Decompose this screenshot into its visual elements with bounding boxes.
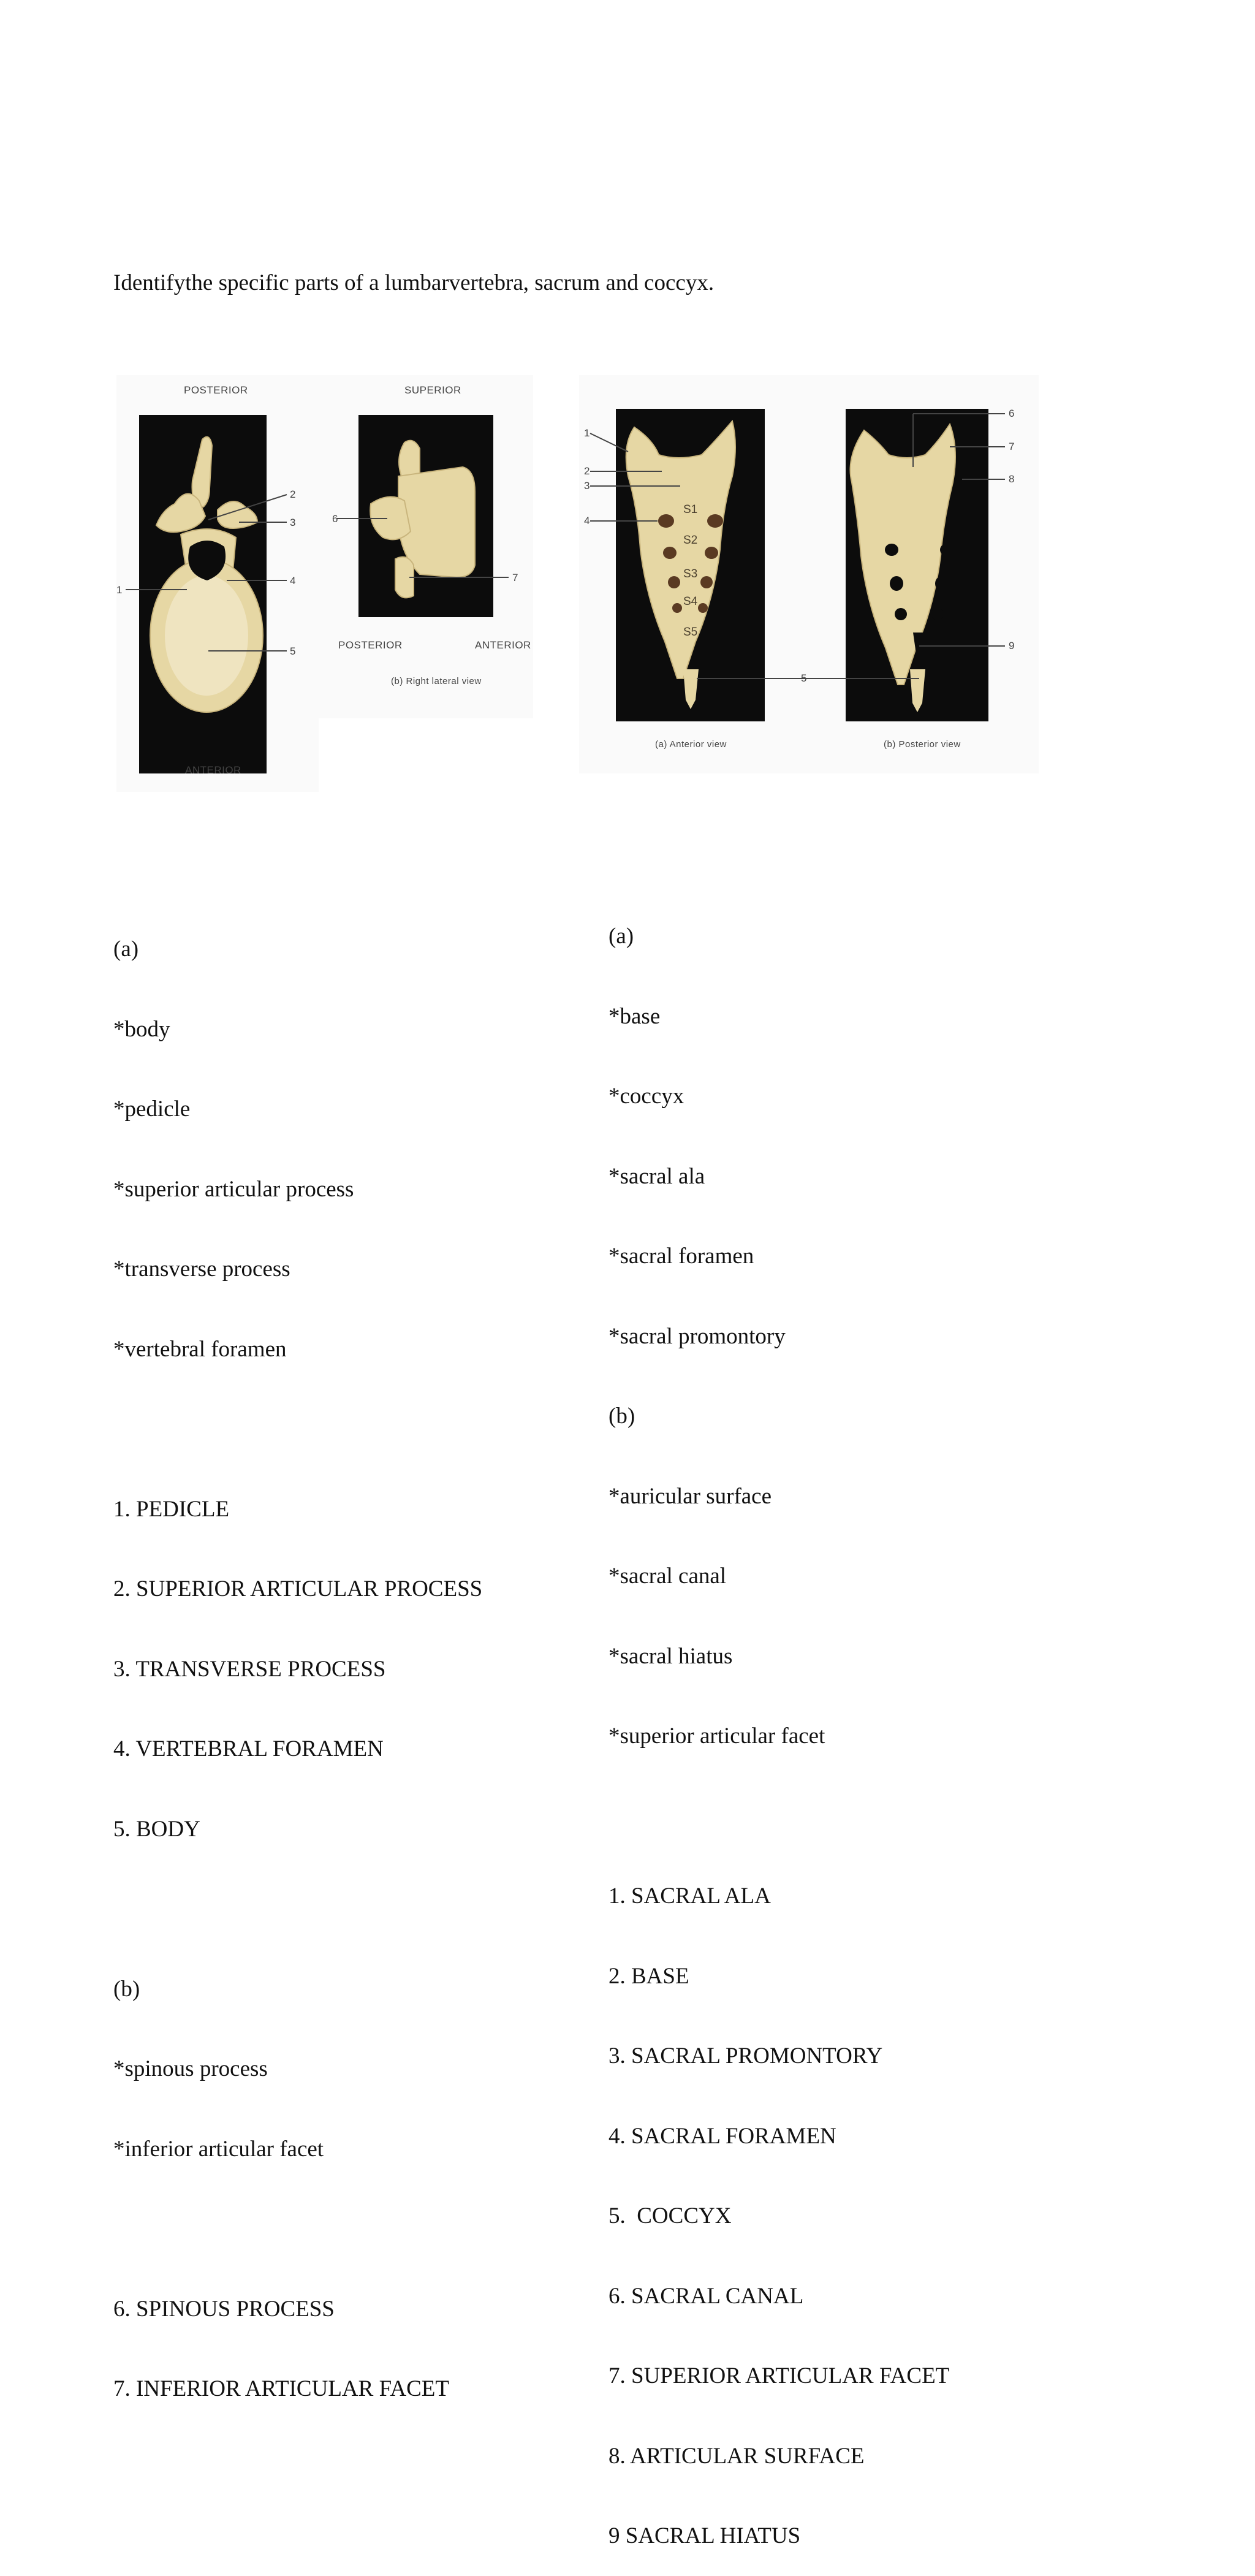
section-b-header: (b) [113,1976,140,2002]
list-item: *vertebral foramen [113,1336,287,1362]
segment-s3: S3 [683,568,698,580]
list-item: *sacral ala [609,1163,705,1189]
lumbar-vertebra-superior-figure [116,375,319,792]
callout-1: 1 [116,584,123,596]
sacrum-callout-6: 6 [1009,408,1015,419]
page-title: Identifythe specific parts of a lumbarvertebra, sacrum and coccyx. [113,270,715,295]
list-item: *auricular surface [609,1483,772,1509]
callout-6: 6 [332,513,338,525]
posterior-view-caption: (b) Posterior view [884,739,961,750]
callout-7: 7 [512,572,518,583]
answer-item: 2. SUPERIOR ARTICULAR PROCESS [113,1576,483,1601]
segment-s5: S5 [683,626,698,639]
sacrum-coccyx-figure [579,375,1039,773]
answer-item: 1. PEDICLE [113,1496,230,1522]
lateral-view-caption: (b) Right lateral view [391,676,482,686]
answer-item: 3. SACRAL PROMONTORY [609,2043,883,2069]
answer-item: 2. BASE [609,1963,689,1989]
list-item: *pedicle [113,1096,191,1122]
anterior-lateral-label: ANTERIOR [475,639,531,651]
answer-item: 7. SUPERIOR ARTICULAR FACET [609,2363,950,2388]
section-a-header: (a) [113,937,139,962]
answer-item: 1. SACRAL ALA [609,1883,771,1909]
list-item: *sacral promontory [609,1323,786,1349]
callout-3: 3 [290,517,296,528]
answer-item: 6. SACRAL CANAL [609,2283,804,2309]
sacrum-callout-8: 8 [1009,473,1015,485]
list-item: *coccyx [609,1084,684,1109]
list-item: *inferior articular facet [113,2136,324,2162]
lumbar-vertebra-answers [113,883,482,2429]
list-item: *sacral foramen [609,1244,754,1269]
list-item: *spinous process [113,2056,268,2081]
superior-label: SUPERIOR [404,384,461,396]
list-item: *superior articular process [113,1176,354,1202]
callout-4: 4 [290,575,296,587]
callout-5: 5 [290,645,296,657]
sacrum-callout-7: 7 [1009,441,1015,452]
list-item: *body [113,1016,170,1042]
sacrum-coccyx-answers [609,870,949,2576]
answer-item: 3. TRANSVERSE PROCESS [113,1656,386,1682]
list-item: *sacral canal [609,1563,727,1589]
sacrum-callout-2: 2 [584,465,590,477]
posterior-lateral-label: POSTERIOR [338,639,403,651]
sacrum-callout-4: 4 [584,515,590,526]
list-item: *sacral hiatus [609,1643,733,1669]
answer-item: 9 SACRAL HIATUS [609,2523,801,2548]
section-b-header: (b) [609,1404,635,1429]
answer-item: 4. SACRAL FORAMEN [609,2123,836,2149]
list-item: *transverse process [113,1256,290,1282]
callout-2: 2 [290,488,296,500]
answer-item: 6. SPINOUS PROCESS [113,2296,335,2322]
segment-s4: S4 [683,595,698,608]
sacrum-callout-5: 5 [801,672,807,684]
list-item: *base [609,1003,661,1029]
answer-item: 8. ARTICULAR SURFACE [609,2443,865,2469]
segment-s1: S1 [683,503,698,516]
answer-item: 7. INFERIOR ARTICULAR FACET [113,2376,450,2401]
list-item: *superior articular facet [609,1723,825,1749]
answer-item: 4. VERTEBRAL FORAMEN [113,1736,384,1761]
sacrum-callout-3: 3 [584,480,590,492]
section-a-header: (a) [609,924,634,949]
anterior-label: ANTERIOR [185,764,241,776]
segment-s2: S2 [683,534,698,547]
answer-item: 5. BODY [113,1816,200,1842]
anterior-view-caption: (a) Anterior view [655,739,727,750]
posterior-label: POSTERIOR [184,384,248,396]
sacrum-callout-1: 1 [584,427,590,439]
lumbar-vertebra-lateral-figure [319,375,533,718]
answer-item: 5. COCCYX [609,2203,732,2228]
sacrum-callout-9: 9 [1009,640,1015,652]
